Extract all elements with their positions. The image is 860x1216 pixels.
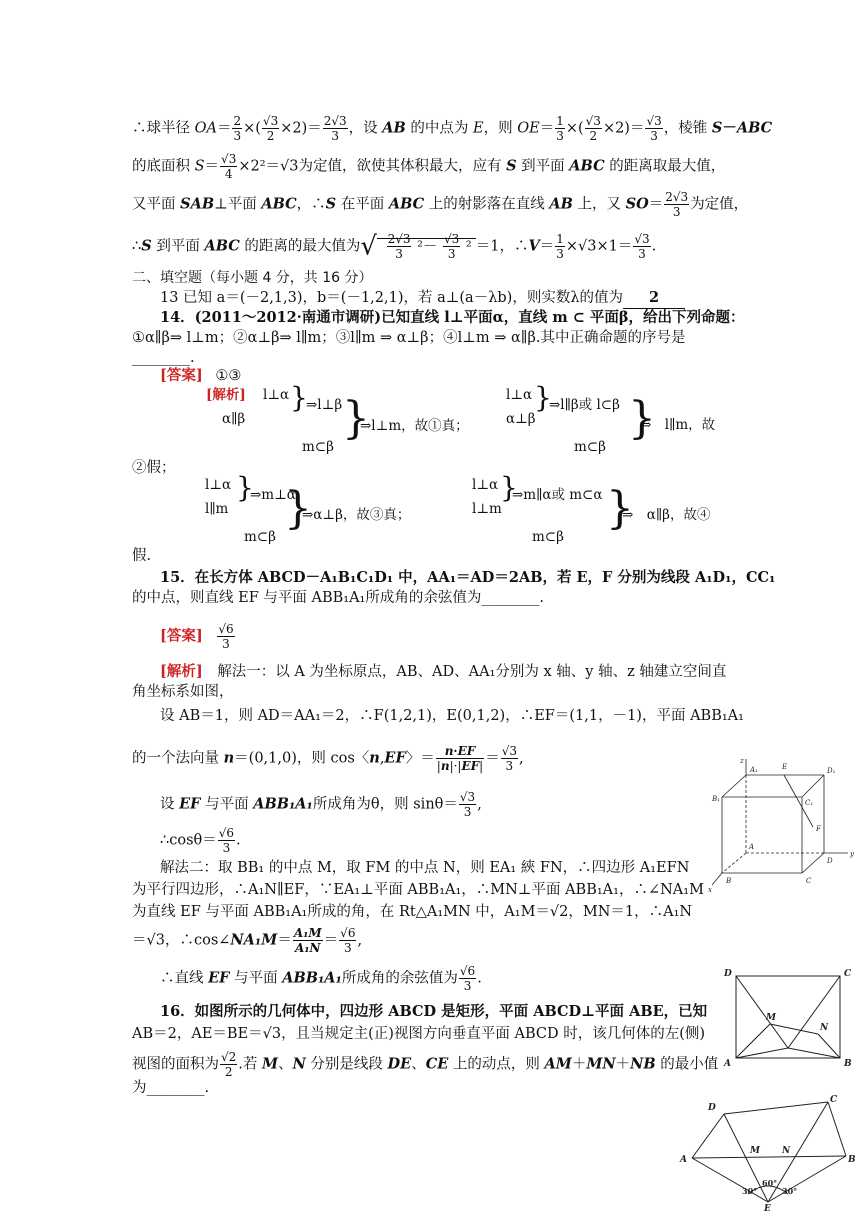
- q14-answer-row: [160, 366, 241, 386]
- box-figure: [706, 755, 856, 905]
- q15-answer: $\frac{√6}{3}$: [218, 622, 234, 651]
- j2-result: ⇒ l∥m，故: [640, 417, 716, 433]
- j2-mid-2: m⊂β: [574, 439, 606, 455]
- brace: }: [628, 393, 656, 444]
- j3-premise-1: l⊥α: [205, 477, 232, 493]
- method-2-line-1: 解法二：取 BB₁ 的中点 M，取 FM 的中点 N，则 EA₁ 綊 FN，∴四边形 A₁EFN: [160, 860, 690, 876]
- label-f: F: [816, 825, 821, 833]
- j4-tail: 假.: [132, 548, 152, 564]
- j3-mid-2: m⊂β: [244, 529, 276, 545]
- label-c: C: [806, 877, 812, 885]
- label-m: M: [766, 1013, 776, 1023]
- question-16-line-4: 为________.: [132, 1080, 210, 1096]
- axis-y: y: [850, 850, 854, 858]
- j2-tail: ②假；: [132, 460, 176, 476]
- label-a: A: [749, 843, 755, 851]
- method-2-line-2: 为平行四边形，∴A₁N∥EF，∵EA₁⊥平面 ABB₁A₁，∴MN⊥平面 ABB₁A₁，∴∠NA₁M: [132, 882, 704, 898]
- method-2-line-3: 为直线 EF 与平面 ABB₁A₁所成的角，在 Rt△A₁MN 中，A₁M＝√2，MN＝1，∴A₁N: [132, 904, 693, 920]
- axis-x: x: [708, 886, 712, 894]
- j4-result: ⇒ α∥β，故④: [622, 507, 711, 523]
- question-14-line-3: ________.: [132, 350, 195, 366]
- method-1-line-6: ∴cosθ＝ $\frac{√6}{3}$ .: [160, 826, 241, 855]
- edge: [802, 775, 824, 797]
- q13-answer: 2: [623, 288, 685, 309]
- segment-da: [692, 1114, 724, 1158]
- label-a: A: [724, 1059, 731, 1069]
- solution-line-3: 又平面 SAB⊥平面 ABC，∴S 在平面 ABC 上的射影落在直线 AB 上，又 SO＝ $\frac{2√3}{3}$ 为定值，: [132, 190, 749, 219]
- question-13: 13 已知 a＝(－2,1,3)，b＝(－1,2,1)，若 a⊥(a－λb)，则实数λ的值为 2: [160, 288, 685, 309]
- j1-premise-1: l⊥α: [263, 387, 290, 403]
- question-14-line-1: 14．(2011～2012·南通市调研)已知直线 l⊥平面α，直线 m ⊂ 平面β，给出下列命题：: [160, 309, 745, 326]
- j4-premise-2: l⊥m: [472, 501, 502, 517]
- j2-premise-2: α⊥β: [506, 411, 536, 427]
- label-a: A: [680, 1155, 687, 1165]
- label-d: D: [708, 1103, 716, 1113]
- segment-dc: [724, 1102, 828, 1114]
- j2-premise-1: l⊥α: [506, 387, 533, 403]
- label-b1: B₁: [712, 795, 720, 803]
- label-e: E: [764, 1204, 771, 1212]
- method-1-line-2: 角坐标系如图，: [132, 684, 234, 700]
- segment-ce: [788, 976, 840, 1048]
- method-2-line-4: ＝√3，∴cos∠NA₁M＝ $\frac{\text{A₁M}}{\text{A₁N}}$ ＝ $\frac{√6}{3}$ ,: [132, 926, 363, 955]
- j1-mid-2: m⊂β: [302, 439, 334, 455]
- j1-result: ⇒l⊥m，故①真；: [360, 418, 469, 434]
- j3-mid: ⇒m⊥α: [250, 487, 296, 503]
- label-b: B: [848, 1155, 856, 1165]
- label-c: C: [830, 1095, 838, 1105]
- brace: }: [284, 483, 312, 534]
- question-16-line-3: 视图的面积为 $\frac{√2}{2}$ .若 M、N 分别是线段 DE、CE 上的动点，则 AM＋MN＋NB 的最小值: [132, 1050, 719, 1079]
- solution-line-4: ∴S 到平面 ABC 的距离的最大值为√ $\frac{2√3}{3}$ ²－ $\frac{√3}{3}$ ² ＝1，∴V＝ $\frac{1}{3}$ ×√3×1＝ $\frac{√3}{3}$ .: [132, 231, 657, 262]
- unfold-figure: [678, 1090, 858, 1212]
- j2-mid: ⇒l∥β或 l⊂β: [549, 397, 620, 413]
- label-a1: A₁: [750, 766, 758, 774]
- method-1-line-3: 设 AB＝1，则 AD＝AA₁＝2，∴F(1,2,1)，E(0,1,2)，∴EF＝(1,1，－1)，平面 ABB₁A₁: [160, 708, 744, 724]
- label-b: B: [726, 877, 732, 885]
- label-d1: D₁: [827, 767, 836, 775]
- j4-mid: ⇒m∥α或 m⊂α: [512, 487, 603, 503]
- angle-mid: 60°: [762, 1178, 778, 1188]
- label-c1: C₁: [805, 799, 814, 807]
- label-n: N: [820, 1023, 829, 1033]
- edge: [722, 775, 746, 797]
- brace: }: [236, 471, 254, 504]
- question-15-line-1: 15．在长方体 ABCD－A₁B₁C₁D₁ 中，AA₁＝AD＝2AB，若 E，F 分别为线段 A₁D₁，CC₁: [160, 569, 776, 586]
- question-16-line-2: AB＝2，AE＝BE＝√3，且当规定主(正)视图方向垂直平面 ABCD 时，该几何体的左(侧): [132, 1026, 706, 1042]
- label-n: N: [782, 1146, 791, 1156]
- label-d: D: [724, 969, 732, 979]
- label-m: M: [750, 1146, 760, 1156]
- question-15-line-2: 的中点，则直线 EF 与平面 ABB₁A₁所成角的余弦值为________.: [132, 590, 544, 606]
- brace: }: [606, 483, 634, 534]
- section-title: 二、填空题（每小题 4 分，共 16 分）: [132, 270, 373, 286]
- label-c: C: [844, 969, 852, 979]
- edge: [802, 853, 824, 873]
- axis-z: z: [740, 757, 744, 765]
- rectangle-abcd: [736, 976, 840, 1058]
- solution-line-2: 的底面积 S＝ $\frac{√3}{4}$ ×2²＝√3为定值，欲使其体积最大，应有 S 到平面 ABC 的距离取最大值，: [132, 152, 726, 181]
- angle-right: 30°: [782, 1186, 798, 1196]
- label-d: D: [827, 857, 833, 865]
- analysis-tag-1: [解析]: [206, 387, 246, 403]
- brace: }: [342, 393, 370, 444]
- brace: }: [534, 381, 552, 414]
- label-b: B: [844, 1059, 852, 1069]
- method-1-line-4: 的一个法向量 n＝(0,1,0)，则 cos〈n,EF〉＝ $\frac{n\cdot EF}{|n|\cdot|EF|}$ ＝ $\frac{√3}{3}$ ,: [132, 744, 524, 773]
- answer-tag: [答案]: [160, 627, 203, 645]
- segment-de: [736, 976, 788, 1048]
- answer-tag: [答案]: [160, 367, 203, 384]
- segment-be: [768, 1156, 846, 1202]
- j3-result: ⇒α⊥β，故③真；: [302, 507, 411, 523]
- solid-figure: [718, 962, 858, 1082]
- j1-premise-2: α∥β: [222, 411, 246, 427]
- j1-mid: ⇒l⊥β: [306, 397, 343, 413]
- j4-mid-2: m⊂β: [532, 529, 564, 545]
- q15-answer-row: [160, 622, 236, 651]
- j3-premise-2: l∥m: [205, 501, 229, 517]
- segment-ab: [692, 1156, 846, 1158]
- brace: }: [290, 381, 308, 414]
- angle-left: 30°: [742, 1186, 758, 1196]
- j4-premise-1: l⊥α: [472, 477, 499, 493]
- segment-cb: [828, 1102, 846, 1156]
- question-14-line-2: ①α∥β⇒ l⊥m；②α⊥β⇒ l∥m；③l∥m ⇒ α⊥β；④l⊥m ⇒ α∥β.其中正确命题的序号是: [132, 330, 686, 346]
- method-1-line-1: [解析] 解法一：以 A 为坐标原点，AB、AD、AA₁分别为 x 轴、y 轴、z 轴建立空间直: [160, 663, 727, 680]
- label-e: E: [782, 763, 788, 771]
- method-2-line-5: ∴直线 EF 与平面 ABB₁A₁所成角的余弦值为 $\frac{√6}{3}$ .: [160, 964, 482, 993]
- brace: }: [500, 471, 518, 504]
- question-16-line-1: 16．如图所示的几何体中，四边形 ABCD 是矩形，平面 ABCD⊥平面 ABE，已知: [160, 1003, 708, 1020]
- hidden-edge: [722, 853, 746, 873]
- x-axis: [712, 873, 722, 885]
- solution-line-1: ∴球半径 OA＝ $\frac{2}{3}$ ×( $\frac{√3}{2}$ ×2)＝ $\frac{2√3}{3}$ ，设 AB 的中点为 E，则 OE＝ $\frac{1}{3}$ ×( $\frac{√3}{2}$ ×2)＝ $\frac{√3}{3}$ ，棱锥 S－ABC: [132, 114, 773, 143]
- q14-answer: ①③: [215, 368, 242, 384]
- method-1-line-5: 设 EF 与平面 ABB₁A₁所成角为θ，则 sinθ＝ $\frac{√3}{3}$ ,: [160, 790, 482, 819]
